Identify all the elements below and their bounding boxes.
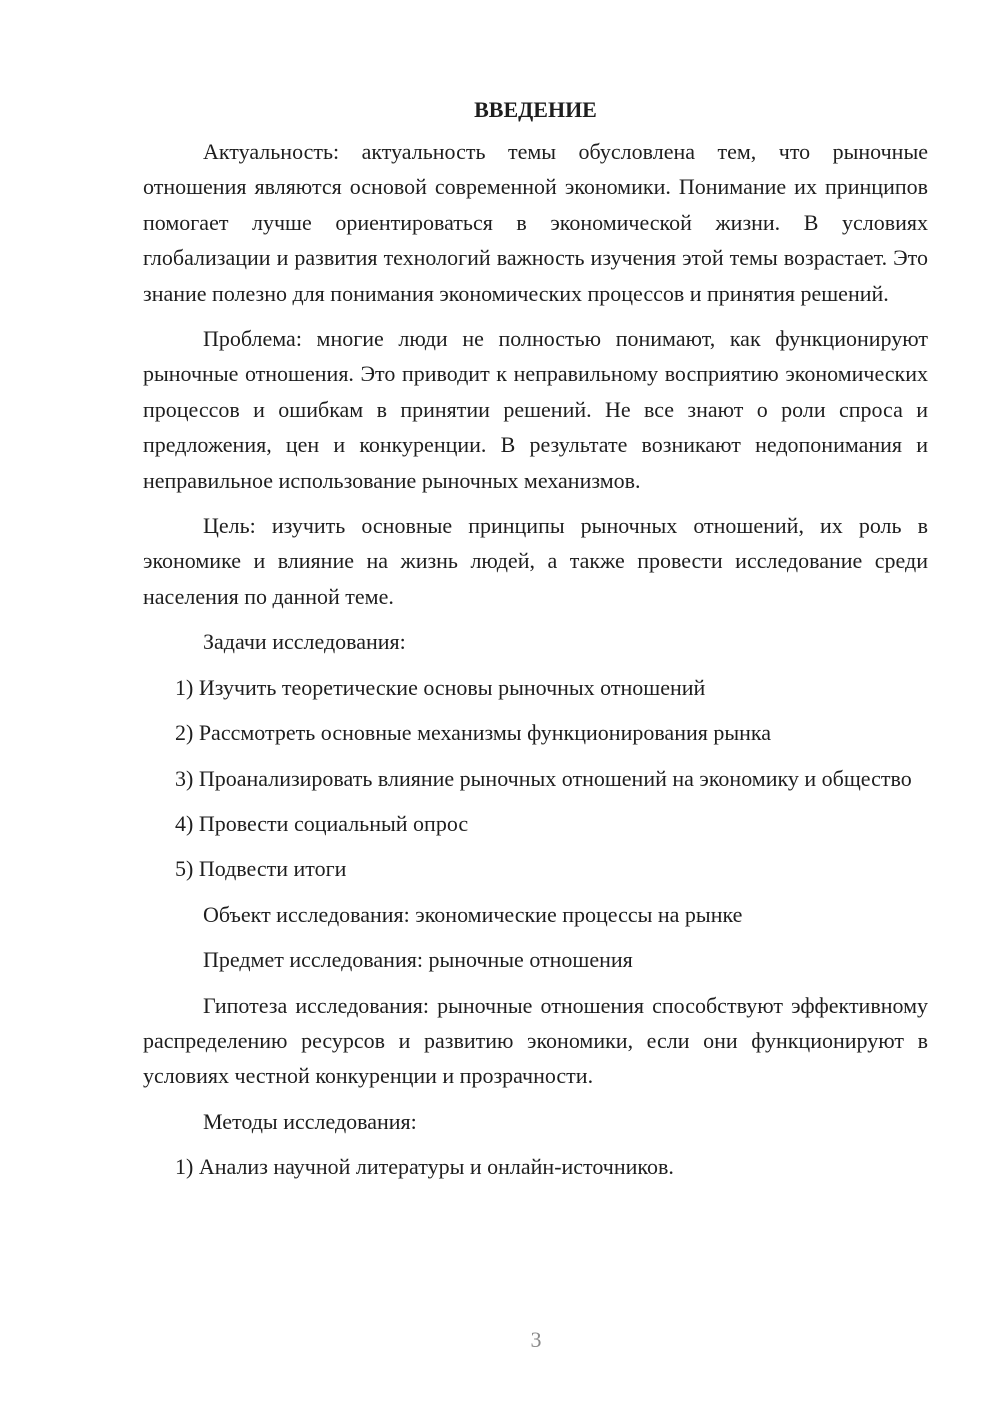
- research-object: Объект исследования: экономические процессы на рынке: [203, 901, 743, 927]
- relevance-paragraph: Актуальность: актуальность темы обусловлена тем, что рыночные отношения являются основой современной экономики. Понимание их принципов помогает лучше ориентироваться в экономической жизни. В условиях глобализации и развития технологий важность изучения этой темы возрастает. Это знание полезно для понимания экономических процессов и принятия решений.: [143, 139, 928, 306]
- research-subject: Предмет исследования: рыночные отношения: [203, 947, 633, 973]
- methods-heading: Методы исследования:: [203, 1108, 417, 1134]
- hypothesis-paragraph: Гипотеза исследования: рыночные отношения способствуют эффективному распределению ресурсов и развитию экономики, если они функционируют в условиях честной конкуренции и прозрачности.: [143, 992, 928, 1089]
- section-title: ВВЕДЕНИЕ: [474, 97, 597, 122]
- task-item-3: 3) Проанализировать влияние рыночных отношений на экономику и общество: [175, 765, 912, 791]
- task-item-4: 4) Провести социальный опрос: [175, 810, 469, 836]
- document-page: [143, 90, 928, 1195]
- problem-paragraph: Проблема: многие люди не полностью понимают, как функционируют рыночные отношения. Это приводит к неправильному восприятию экономических процессов и ошибкам в принятии решений. Не все знают о роли спроса и предложения, цен и конкуренции. В результате возникают недопонимания и неправильное использование рыночных механизмов.: [143, 326, 928, 493]
- method-item-1: 1) Анализ научной литературы и онлайн-источников.: [175, 1154, 674, 1180]
- task-item-2: 2) Рассмотреть основные механизмы функционирования рынка: [175, 720, 772, 746]
- goal-paragraph: Цель: изучить основные принципы рыночных отношений, их роль в экономике и влияние на жизнь людей, а также провести исследование среди населения по данной теме.: [143, 513, 928, 609]
- page-number: 3: [530, 1327, 542, 1352]
- task-item-1: 1) Изучить теоретические основы рыночных отношений: [175, 674, 706, 700]
- task-item-5: 5) Подвести итоги: [175, 856, 347, 882]
- tasks-heading: Задачи исследования:: [203, 629, 406, 655]
